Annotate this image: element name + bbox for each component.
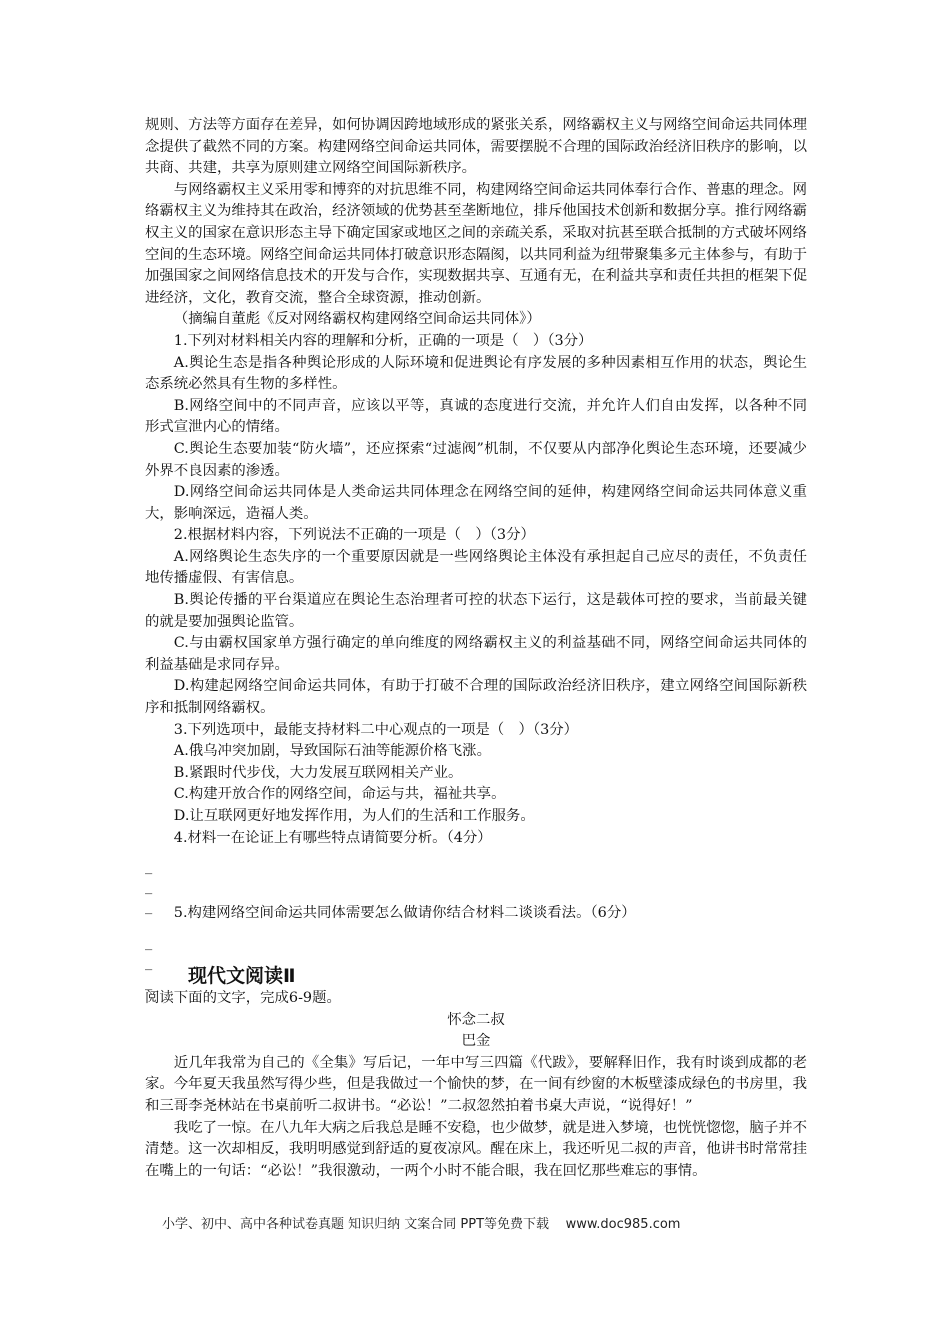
passage-and-questions <box>145 115 807 993</box>
passage-paragraph: 规则、方法等方面存在差异，如何协调因跨地域形成的紧张关系，网络霸权主义与网络空间命运共同体理念提供了截然不同的方案。构建网络空间命运共同体，需要摆脱不合理的国际政治经济旧秩序的影响，以共商、共建，共享为原则建立网络空间国际新秩序。 <box>145 117 807 177</box>
essay-title: 怀念二叔 <box>447 1011 505 1028</box>
question-5-stem: 5.构建网络空间命运共同体需要怎么做请你结合材料二谈谈看法。（6分） <box>173 905 636 922</box>
page-footer <box>162 1213 862 1232</box>
footer-ad-text: 小学、初中、高中各种试卷真题 知识归纳 文案合同 PPT等免费下载 <box>162 1217 550 1232</box>
question-4-stem: 4.材料一在论证上有哪些特点请简要分析。（4分） <box>173 829 492 846</box>
footer-site-link[interactable]: www.doc985.com <box>565 1217 681 1232</box>
essay-author: 巴金 <box>461 1033 491 1050</box>
reading-section <box>145 988 807 1182</box>
question-3-option-c: C.构建开放合作的网络空间，命运与共，福祉共享。 <box>173 786 506 803</box>
passage-source: （摘编自董彪《反对网络霸权构建网络空间命运共同体》） <box>173 311 541 328</box>
question-2-option-a: A.网络舆论生态失序的一个重要原因就是一些网络舆论主体没有承担起自己应尽的责任，不负责任地传播虚假、有害信息。 <box>145 548 807 587</box>
question-3-option-a: A.俄乌冲突加剧，导致国际石油等能源价格飞涨。 <box>173 743 491 760</box>
answer-blank-line: _ <box>145 974 153 991</box>
question-2-option-b: B.舆论传播的平台渠道应在舆论生态治理者可控的状态下运行，这是载体可控的要求，当前最关键的就是要加强舆论监管。 <box>145 592 807 630</box>
question-3-option-d: D.让互联网更好地发挥作用，为人们的生活和工作服务。 <box>173 808 535 824</box>
section-title: 现代文阅读Ⅱ <box>188 965 296 987</box>
question-2-option-c: C.与由霸权国家单方强行确定的单向维度的网络霸权主义的利益基础不同，网络空间命运共同体的利益基础是求同存异。 <box>145 635 807 673</box>
question-2-option-d: D.构建起网络空间命运共同体，有助于打破不合理的国际政治经济旧秩序，建立网络空间国际新秩序和抵制网络霸权。 <box>145 678 807 717</box>
reading-instruction: 阅读下面的文字，完成6-9题。 <box>145 990 341 1006</box>
answer-blank-line: _ <box>145 934 153 951</box>
answer-blank-line: _ <box>145 859 153 876</box>
question-3-option-b: B.紧跟时代步伐，大力发展互联网相关产业。 <box>173 764 463 781</box>
essay-paragraph: 近几年我常为自己的《全集》写后记，一年中写三四篇《代跋》，要解释旧作，我有时谈到成都的老家。今年夏天我虽然写得少些，但是我做过一个愉快的梦，在一间有纱窗的木板壁漆成绿色的书房里，我和三哥李尧林站在书桌前听二叔讲书。“必讼！”二叔忽然拍着书桌大声说，“说得好！” <box>145 1054 807 1114</box>
answer-blank-line: _ <box>145 879 153 896</box>
answer-blank-line: _ <box>145 954 153 971</box>
question-1-option-a: A.舆论生态是指各种舆论形成的人际环境和促进舆论有序发展的多种因素相互作用的状态，舆论生态系统必然具有生物的多样性。 <box>145 354 807 393</box>
question-1-option-b: B.网络空间中的不同声音，应该以平等，真诚的态度进行交流，并允许人们自由发挥，以各种不同形式宣泄内心的情绪。 <box>145 397 807 436</box>
question-2-stem: 2.根据材料内容，下列说法不正确的一项是（ ）（3分） <box>173 527 535 544</box>
passage-paragraph: 与网络霸权主义采用零和博弈的对抗思维不同，构建网络空间命运共同体奉行合作、普惠的理念。网络霸权主义为维持其在政治，经济领域的优势甚至垄断地位，排斥他国技术创新和数据分享。推行网络霸权主义的国家在意识形态主导下确定国家或地区之间的亲疏关系，采取对抗甚至联合抵制的方式破坏网络空间的生态环境。网络空间命运共同体打破意识形态隔阂，以共同利益为纽带聚集多元主体参与，有助于加强国家之间网络信息技术的开发与合作，实现数据共享、互通有无，在利益共享和责任共担的框架下促进经济，文化，教育交流，整合全球资源，推动创新。 <box>145 181 807 306</box>
essay-paragraph: 我吃了一惊。在八九年大病之后我总是睡不安稳，也少做梦，就是进入梦境，也恍恍惚惚，脑子并不清楚。这一次却相反，我明明感觉到舒适的夏夜凉风。醒在床上，我还听见二叔的声音，他讲书时常常挂在嘴上的一句话：“必讼！”我很激动，一两个小时不能合眼，我在回忆那些难忘的事情。 <box>145 1119 807 1179</box>
question-1-stem: 1.下列对材料相关内容的理解和分析，正确的一项是（ ）（3分） <box>173 332 593 349</box>
question-3-stem: 3.下列选项中，最能支持材料二中心观点的一项是（ ）（3分） <box>173 721 579 738</box>
question-1-option-c: C.舆论生态要加装“防火墙”，还应探索“过滤阀”机制，不仅要从内部净化舆论生态环境，还要减少外界不良因素的渗透。 <box>145 440 807 479</box>
question-1-option-d: D.网络空间命运共同体是人类命运共同体理念在网络空间的延伸，构建网络空间命运共同体意义重大，影响深远，造福人类。 <box>145 484 807 522</box>
answer-blank-line: _ <box>145 899 153 916</box>
